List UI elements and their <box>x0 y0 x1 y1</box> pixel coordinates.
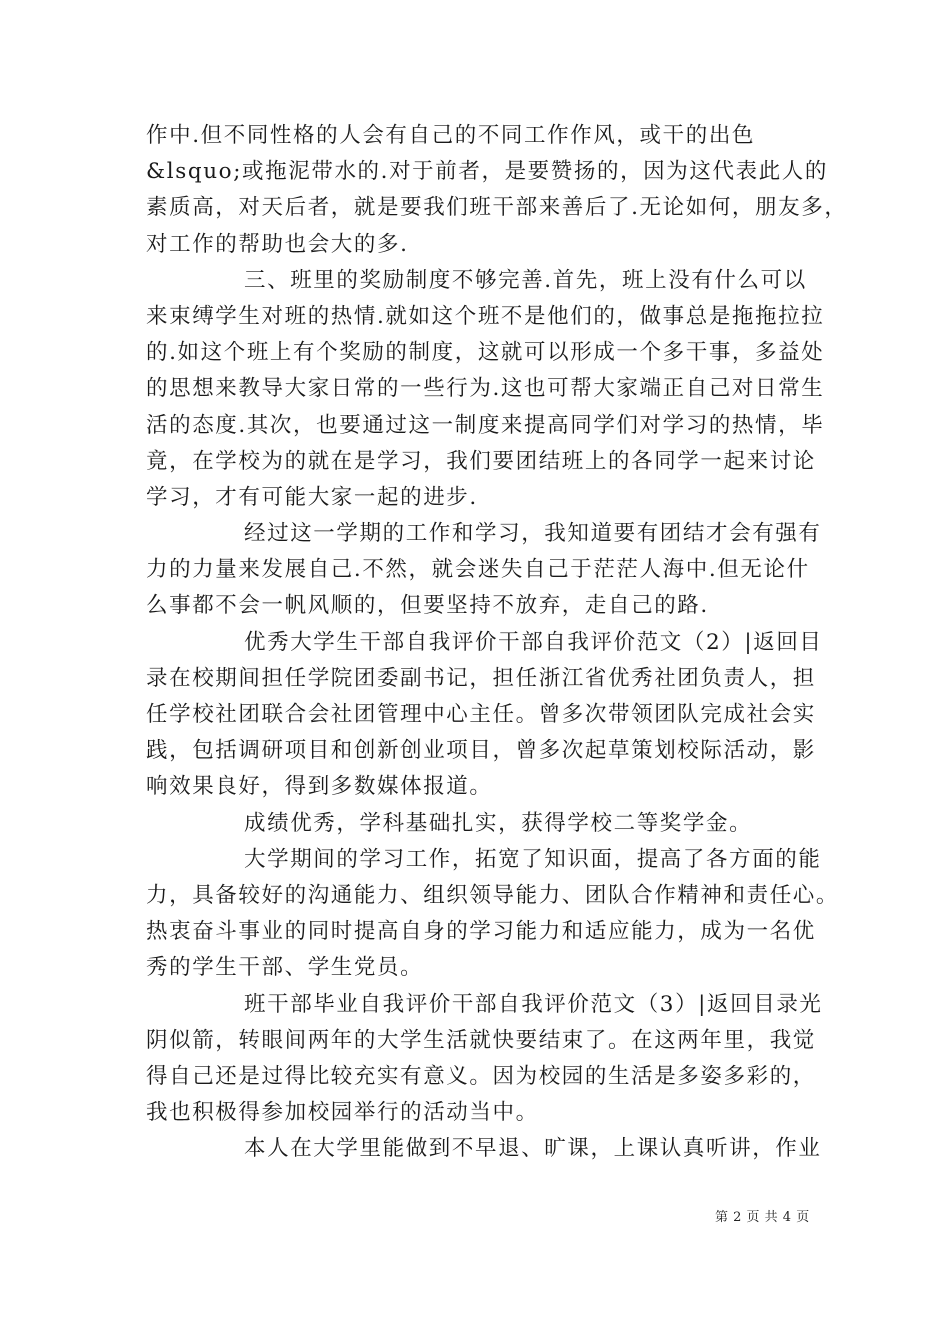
paragraph-start-line: 本人在大学里能做到不早退、旷课，上课认真听讲，作业 <box>244 1136 822 1162</box>
text-line: 录在校期间担任学院团委副书记，担任浙江省优秀社团负责人，担 <box>146 665 816 691</box>
paragraph-start-line: 大学期间的学习工作，拓宽了知识面，提高了各方面的能 <box>244 846 822 872</box>
paragraph-start-line: 成绩优秀，学科基础扎实，获得学校二等奖学金。 <box>244 810 753 836</box>
text-line: 么事都不会一帆风顺的，但要坚持不放弃，走自己的路. <box>146 593 709 619</box>
text-line: 力，具备较好的沟通能力、组织领导能力、团队合作精神和责任心。 <box>146 882 840 908</box>
paragraph-start-line: 三、班里的奖励制度不够完善.首先，班上没有什么可以 <box>244 267 807 293</box>
paragraph-start-line: 班干部毕业自我评价干部自我评价范文（3）|返回目录光 <box>244 991 823 1017</box>
text-line: 来束缚学生对班的热情.就如这个班不是他们的，做事总是拖拖拉拉 <box>146 303 825 329</box>
text-line: 素质高，对天后者，就是要我们班干部来善后了.无论如何，朋友多， <box>146 195 848 221</box>
text-line: 对工作的帮助也会大的多. <box>146 231 409 257</box>
text-line: 我也积极得参加校园举行的活动当中。 <box>146 1100 539 1126</box>
text-line: 力的力量来发展自己.不然，就会迷失自己于茫茫人海中.但无论什 <box>146 557 810 583</box>
text-line: 阴似箭，转眼间两年的大学生活就快要结束了。在这两年里，我觉 <box>146 1027 816 1053</box>
text-line: 活的态度.其次，也要通过这一制度来提高同学们对学习的热情，毕 <box>146 412 825 438</box>
text-line: &lsquo;或拖泥带水的.对于前者，是要赞扬的，因为这代表此人的 <box>146 159 828 185</box>
text-line: 践，包括调研项目和创新创业项目，曾多次起草策划校际活动，影 <box>146 738 816 764</box>
paragraph-start-line: 优秀大学生干部自我评价干部自我评价范文（2）|返回目 <box>244 629 823 655</box>
text-line: 学习，才有可能大家一起的进步. <box>146 484 478 510</box>
text-line: 热衷奋斗事业的同时提高自身的学习能力和适应能力，成为一名优 <box>146 919 816 945</box>
text-line: 秀的学生干部、学生党员。 <box>146 955 424 981</box>
text-line: 响效果良好，得到多数媒体报道。 <box>146 774 493 800</box>
text-line: 作中.但不同性格的人会有自己的不同工作作风，或干的出色 <box>146 123 756 148</box>
text-line: 的思想来教导大家日常的一些行为.这也可帮大家端正自己对日常生 <box>146 376 825 402</box>
text-line: 的.如这个班上有个奖励的制度，这就可以形成一个多干事，多益处 <box>146 340 825 366</box>
paragraph-start-line: 经过这一学期的工作和学习，我知道要有团结才会有强有 <box>244 521 822 547</box>
text-line: 得自己还是过得比较充实有意义。因为校园的生活是多姿多彩的， <box>146 1063 816 1089</box>
body-text <box>146 118 848 1167</box>
text-line: 任学校社团联合会社团管理中心主任。曾多次带领团队完成社会实 <box>146 702 816 727</box>
text-line: 竟，在学校为的就在是学习，我们要团结班上的各同学一起来讨论 <box>146 448 816 474</box>
page-number: 第 2 页 共 4 页 <box>715 1210 810 1225</box>
